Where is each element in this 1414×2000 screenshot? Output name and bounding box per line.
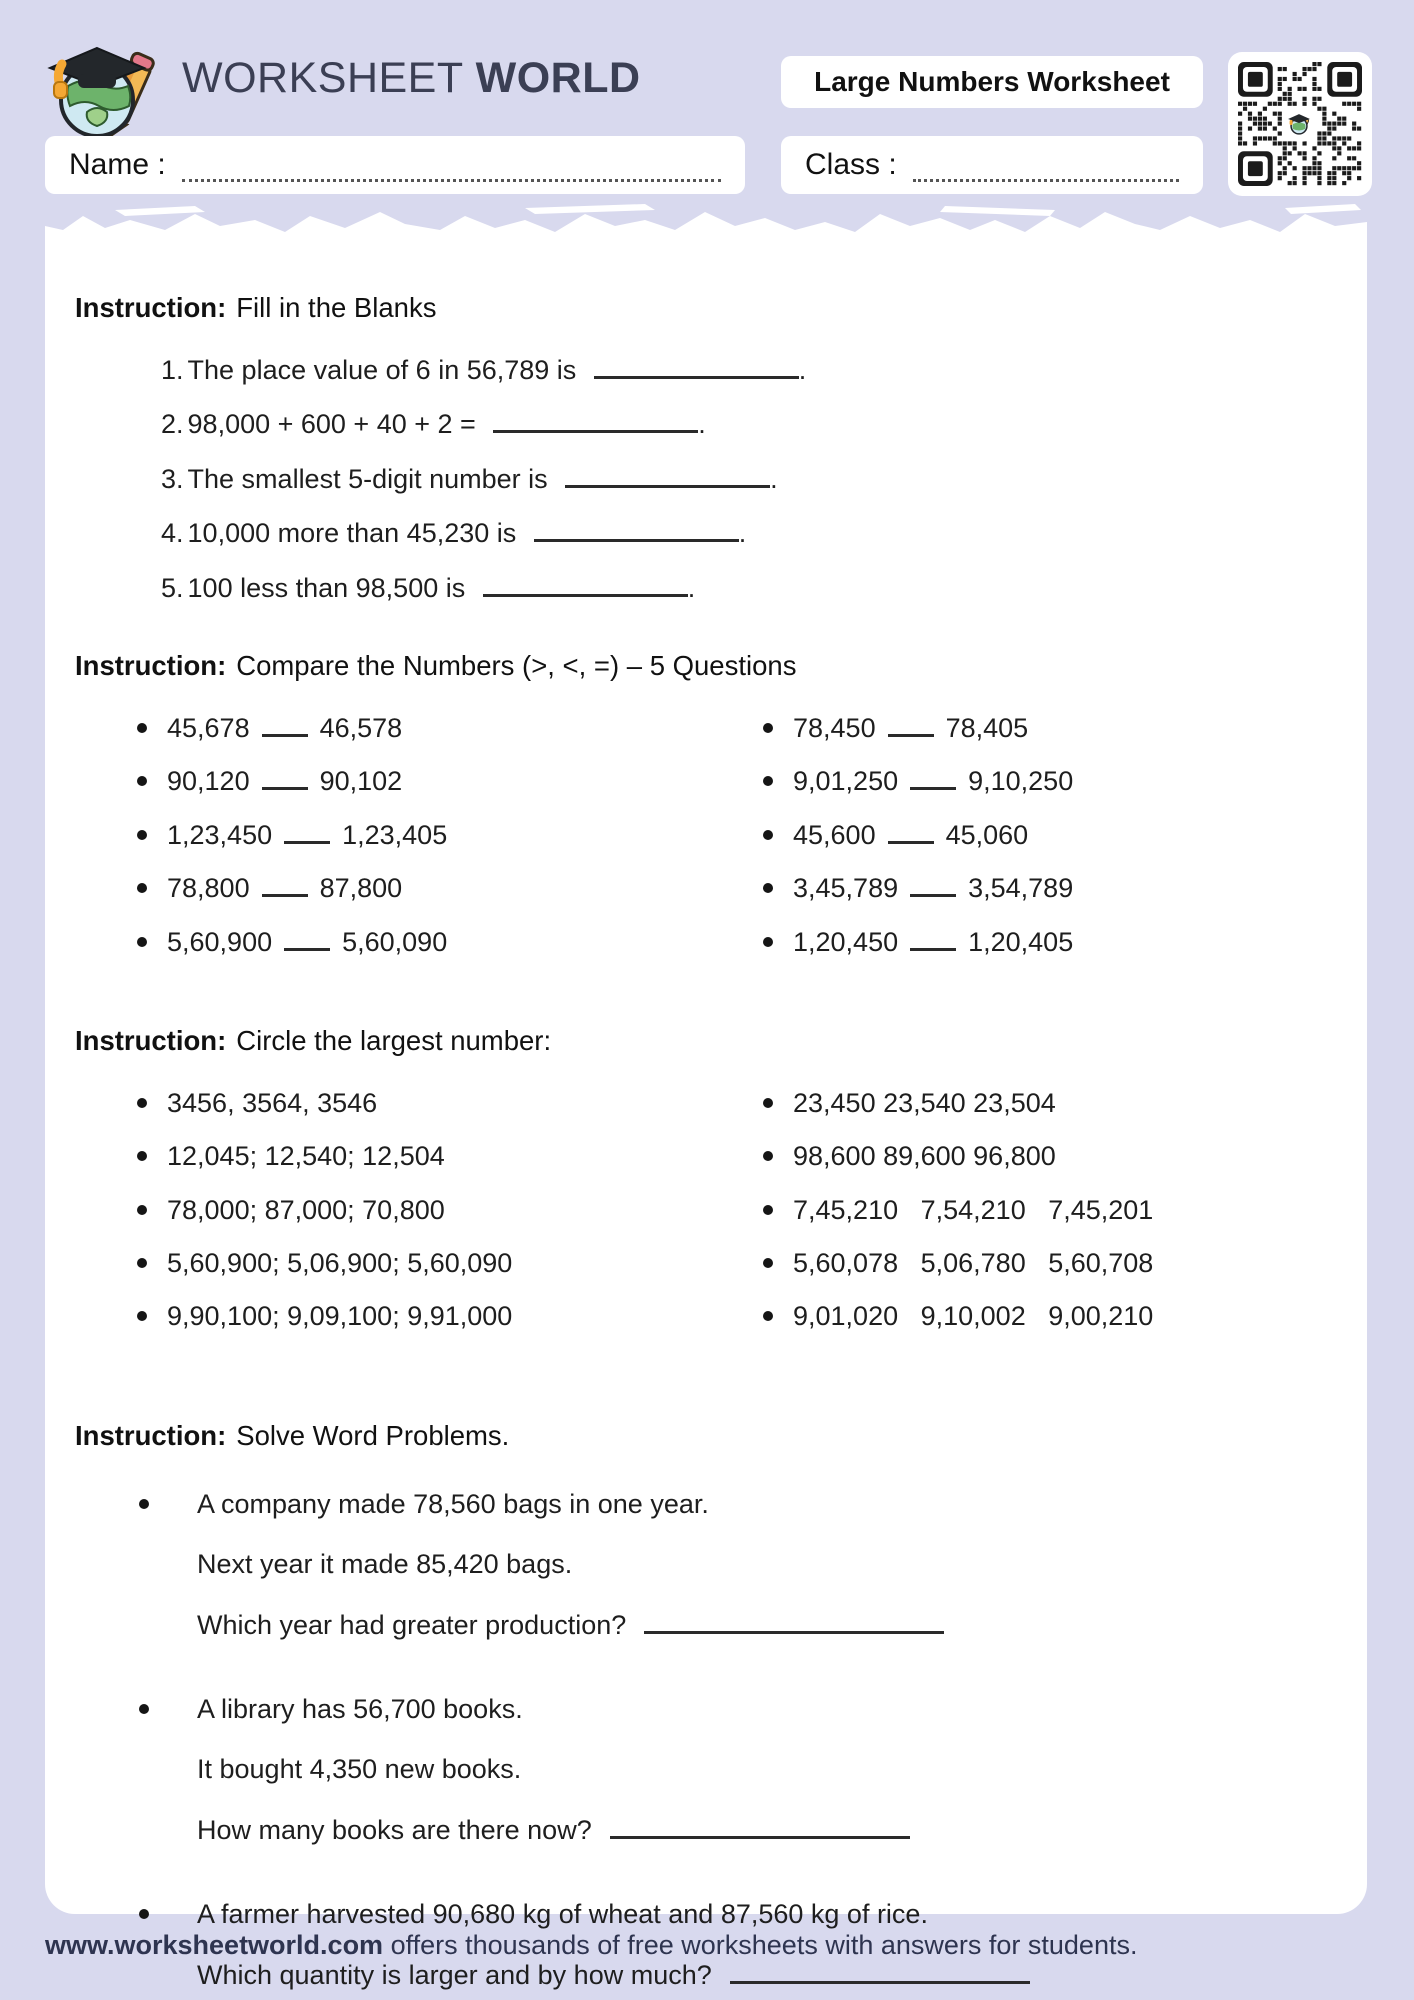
torn-paper-edge (45, 204, 1367, 244)
instruction-label: Instruction: (75, 649, 227, 681)
word-problem-question: Which quantity is larger and by how much? (167, 1959, 1327, 1991)
answer-blank (565, 473, 770, 488)
compare-list-right (701, 712, 1327, 979)
compare-item: 1,20,450 1,20,405 (793, 926, 1327, 958)
instruction-text: Circle the largest number: (236, 1024, 552, 1056)
word-problem (167, 1488, 1327, 1641)
section-word-problems (75, 1420, 1327, 1991)
footer-text (45, 1930, 1375, 1961)
circle-item: 5,60,078 5,06,780 5,60,708 (793, 1247, 1327, 1279)
compare-item: 45,600 45,060 (793, 819, 1327, 851)
name-write-line (182, 148, 721, 182)
name-label: Name : (69, 148, 166, 181)
section-heading (75, 292, 1327, 324)
class-field (781, 136, 1203, 194)
instruction-text: Compare the Numbers (>, <, =) – 5 Questions (236, 649, 797, 681)
qr-code (1228, 52, 1372, 196)
circle-list-right (701, 1087, 1327, 1354)
circle-item: 12,045; 12,540; 12,504 (167, 1140, 701, 1172)
answer-blank (284, 829, 330, 844)
section-fill-blanks (75, 292, 1327, 604)
fill-blank-item: 5. 100 less than 98,500 is . (161, 572, 696, 603)
answer-blank (594, 364, 799, 379)
answer-blank (262, 882, 308, 897)
footer-tagline: offers thousands of free worksheets with answers for students. (383, 1930, 1138, 1960)
worksheet-world-logo-icon (40, 34, 170, 150)
compare-item: 90,120 90,102 (167, 765, 701, 797)
section-heading (75, 650, 1327, 682)
worksheet-title: Large Numbers Worksheet (814, 66, 1170, 97)
answer-blank (644, 1619, 944, 1634)
instruction-label: Instruction: (75, 292, 227, 323)
answer-blank (262, 722, 308, 737)
circle-item: 23,450 23,540 23,504 (793, 1087, 1327, 1119)
answer-blank (730, 1969, 1030, 1984)
instruction-text: Solve Word Problems. (236, 1419, 510, 1451)
circle-item: 3456, 3564, 3546 (167, 1087, 701, 1119)
class-write-line (913, 148, 1179, 182)
footer-site-url: www.worksheetworld.com (45, 1930, 384, 1960)
section-heading (75, 1025, 1327, 1057)
compare-list-left (75, 712, 701, 979)
fill-blank-item: 3. The smallest 5-digit number is . (161, 463, 778, 494)
compare-item: 45,678 46,578 (167, 712, 701, 744)
section-heading (75, 1420, 1327, 1452)
name-field (45, 136, 745, 194)
fill-blanks-list (161, 354, 1327, 604)
circle-item: 5,60,900; 5,06,900; 5,60,090 (167, 1247, 701, 1279)
circle-columns (75, 1087, 1327, 1354)
compare-item: 5,60,900 5,60,090 (167, 926, 701, 958)
section-compare (75, 650, 1327, 979)
answer-blank (910, 776, 956, 791)
compare-columns (75, 712, 1327, 979)
instruction-text: Fill in the Blanks (236, 292, 437, 323)
word-problem-question: Which year had greater production? (167, 1609, 1327, 1641)
compare-item: 3,45,789 3,54,789 (793, 872, 1327, 904)
circle-list-left (75, 1087, 701, 1354)
answer-blank (262, 776, 308, 791)
word-problem-line: Next year it made 85,420 bags. (197, 1549, 573, 1580)
circle-item: 9,90,100; 9,09,100; 9,91,000 (167, 1300, 701, 1332)
fill-blank-item: 4. 10,000 more than 45,230 is . (161, 518, 747, 549)
word-problem-line: A farmer harvested 90,680 kg of wheat and 87,560 kg of rice. (167, 1898, 1327, 1930)
instruction-label: Instruction: (75, 1024, 227, 1056)
fill-blank-item: 2. 98,000 + 600 + 40 + 2 = . (161, 409, 706, 440)
answer-blank (910, 882, 956, 897)
section-circle-largest (75, 1025, 1327, 1354)
fill-blank-item: 1. The place value of 6 in 56,789 is . (161, 355, 807, 385)
answer-blank (888, 722, 934, 737)
brand-worksheet: WORKSHEET (182, 54, 464, 102)
answer-blank (534, 527, 739, 542)
circle-item: 9,01,020 9,10,002 9,00,210 (793, 1300, 1327, 1332)
word-problem-line: A library has 56,700 books. (167, 1693, 1327, 1725)
compare-item: 9,01,250 9,10,250 (793, 765, 1327, 797)
word-problems-list (75, 1488, 1327, 1991)
compare-item: 1,23,450 1,23,405 (167, 819, 701, 851)
answer-blank (483, 582, 688, 597)
brand-text (182, 54, 641, 103)
answer-blank (888, 829, 934, 844)
word-problem-line: It bought 4,350 new books. (197, 1754, 522, 1785)
circle-item: 78,000; 87,000; 70,800 (167, 1194, 701, 1226)
word-problem (167, 1693, 1327, 1846)
circle-item: 98,600 89,600 96,800 (793, 1140, 1327, 1172)
compare-item: 78,450 78,405 (793, 712, 1327, 744)
word-problem-line: A company made 78,560 bags in one year. (167, 1488, 1327, 1520)
class-label: Class : (805, 148, 897, 181)
answer-blank (284, 936, 330, 951)
circle-item: 7,45,210 7,54,210 7,45,201 (793, 1194, 1327, 1226)
brand-world: WORLD (475, 54, 641, 102)
word-problem-question: How many books are there now? (167, 1814, 1327, 1846)
qr-code-icon (1238, 62, 1362, 186)
answer-blank (910, 936, 956, 951)
answer-blank (493, 419, 698, 434)
answer-blank (610, 1824, 910, 1839)
instruction-label: Instruction: (75, 1419, 227, 1451)
compare-item: 78,800 87,800 (167, 872, 701, 904)
worksheet-title-badge (781, 56, 1203, 108)
